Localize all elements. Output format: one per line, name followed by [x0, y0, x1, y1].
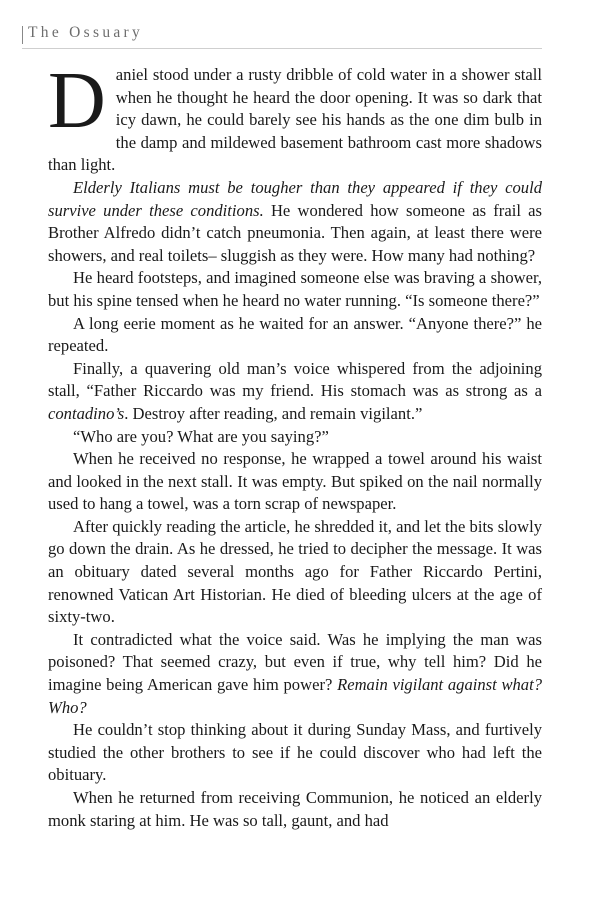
- paragraph-text: “Who are you? What are you saying?”: [73, 426, 329, 446]
- paragraph-text: He wondered how someone as frail as Brother Alfredo didn’t catch pneumonia. Then again, at least there were showers, and real toilets– sluggish as they were. How many had nothing?: [48, 200, 542, 265]
- paragraph-9: [48, 629, 542, 719]
- italic-thought: Elderly Italians must be tougher than they appeared if they could survive under these conditions.: [48, 177, 542, 220]
- paragraph-6: [48, 426, 542, 449]
- paragraph-text: . Destroy after reading, and remain vigilant.”: [124, 403, 423, 423]
- paragraph-11: [48, 787, 542, 832]
- paragraph-text: It contradicted what the voice said. Was he implying the man was poisoned? That seemed crazy, but even if true, why tell him? Did he imagine being American gave him power?: [48, 629, 542, 695]
- page-body: [48, 57, 543, 832]
- drop-cap: D: [48, 57, 106, 145]
- paragraph-text: aniel stood under a rusty dribble of cold water in a shower stall when he thought he heard the door opening. It was so dark that icy dawn, he could barely see his hands as the one dim bulb in the damp and mildewed basement bathroom cast more shadows than light.: [48, 65, 542, 175]
- paragraph-text: He heard footsteps, and imagined someone else was braving a shower, but his spine tensed when he heard no water running. “Is someone there?”: [48, 268, 542, 310]
- paragraph-text: He couldn’t stop thinking about it during Sunday Mass, and furtively studied the other brothers to see if he could discover who had left the obituary.: [48, 720, 542, 785]
- paragraph-2: [48, 177, 542, 267]
- header-divider-bar: [22, 26, 23, 44]
- book-title: The Ossuary: [28, 24, 144, 41]
- italic-word: contadino’s: [48, 403, 125, 423]
- running-header: [22, 24, 542, 49]
- paragraph-10: [48, 719, 542, 787]
- paragraph-text: When he received no response, he wrapped a towel around his waist and looked in the next stall. It was empty. But spiked on the nail normally used to hang a towel, was a torn scrap of newspaper.: [48, 449, 542, 514]
- paragraph-text: Finally, a quavering old man’s voice whispered from the adjoining stall, “Father Riccardo was my friend. His stomach was as strong as a: [48, 358, 542, 401]
- paragraph-4: [48, 313, 542, 358]
- paragraph-7: [48, 448, 542, 516]
- paragraph-text: When he returned from receiving Communion, he noticed an elderly monk staring at him. He was so tall, gaunt, and had: [48, 788, 542, 830]
- paragraph-5: [48, 358, 542, 426]
- italic-thought: Remain vigilant against what? Who?: [48, 675, 543, 717]
- paragraph-3: [48, 267, 542, 312]
- paragraph-8: [48, 516, 542, 629]
- paragraph-1: [48, 57, 542, 177]
- paragraph-text: After quickly reading the article, he shredded it, and let the bits slowly go down the drain. As he dressed, he tried to decipher the message. It was an obituary dated several months ago for Father Riccardo Pertini, renowned Vatican Art Historian. He died of bleeding ulcers at the age of sixty-two.: [48, 516, 542, 627]
- paragraph-text: A long eerie moment as he waited for an answer. “Anyone there?” he repeated.: [48, 313, 542, 356]
